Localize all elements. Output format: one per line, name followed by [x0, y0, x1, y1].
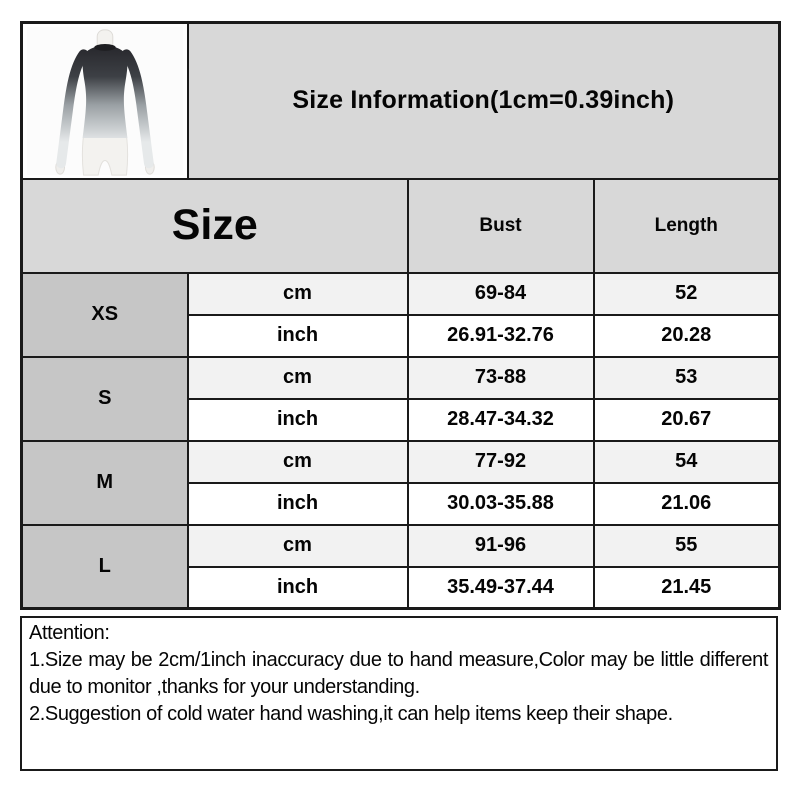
bust-column-header: Bust — [408, 179, 594, 273]
header-photo-row — [22, 23, 780, 179]
length-value: 53 — [594, 357, 780, 399]
size-label-s: S — [22, 357, 188, 441]
length-value: 21.45 — [594, 567, 780, 609]
size-column-header: Size — [22, 179, 408, 273]
size-table — [20, 21, 781, 610]
table-row — [22, 441, 780, 483]
length-value: 20.67 — [594, 399, 780, 441]
length-value: 21.06 — [594, 483, 780, 525]
attention-box — [20, 616, 778, 771]
unit-label: inch — [188, 567, 408, 609]
bust-value: 35.49-37.44 — [408, 567, 594, 609]
column-header-row — [22, 179, 780, 273]
attention-heading: Attention: — [29, 622, 110, 644]
size-label-xs: XS — [22, 273, 188, 357]
bust-value: 69-84 — [408, 273, 594, 315]
bust-value: 28.47-34.32 — [408, 399, 594, 441]
product-photo-cell — [22, 23, 188, 179]
size-information-title: Size Information(1cm=0.39inch) — [188, 23, 780, 179]
length-value: 54 — [594, 441, 780, 483]
length-value: 55 — [594, 525, 780, 567]
unit-label: inch — [188, 315, 408, 357]
attention-note-2: 2.Suggestion of cold water hand washing,it can help items keep their shape. — [29, 703, 673, 725]
bust-value: 77-92 — [408, 441, 594, 483]
unit-label: cm — [188, 441, 408, 483]
unit-label: cm — [188, 273, 408, 315]
size-label-m: M — [22, 441, 188, 525]
table-row — [22, 525, 780, 567]
bust-value: 26.91-32.76 — [408, 315, 594, 357]
bust-value: 30.03-35.88 — [408, 483, 594, 525]
length-column-header: Length — [594, 179, 780, 273]
bust-value: 91-96 — [408, 525, 594, 567]
unit-label: cm — [188, 357, 408, 399]
table-row — [22, 273, 780, 315]
length-value: 52 — [594, 273, 780, 315]
bust-value: 73-88 — [408, 357, 594, 399]
product-image — [27, 26, 183, 176]
size-label-l: L — [22, 525, 188, 609]
unit-label: inch — [188, 399, 408, 441]
unit-label: cm — [188, 525, 408, 567]
unit-label: inch — [188, 483, 408, 525]
length-value: 20.28 — [594, 315, 780, 357]
table-row — [22, 357, 780, 399]
attention-note-1: 1.Size may be 2cm/1inch inaccuracy due to hand measure,Color may be little different due to monitor ,thanks for your understanding. — [29, 649, 768, 698]
